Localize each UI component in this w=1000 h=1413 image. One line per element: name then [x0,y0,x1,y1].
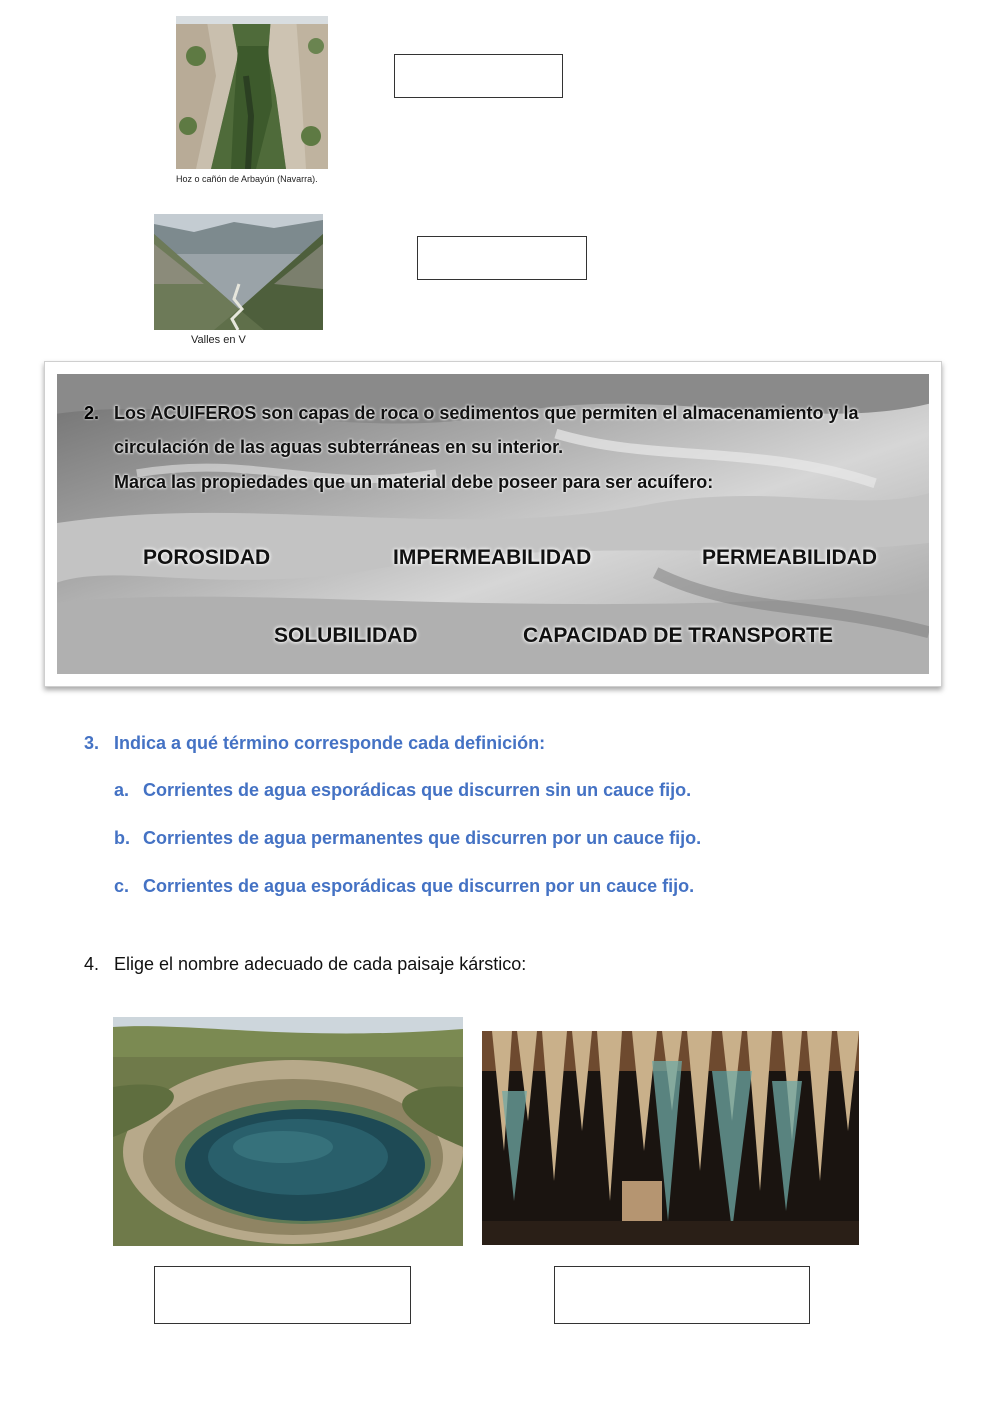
question-2-line-1: Los ACUIFEROS son capas de roca o sedimentos que permiten el almacenamiento y la [114,403,859,423]
option-capacidad-de-transporte[interactable]: CAPACIDAD DE TRANSPORTE [523,624,833,647]
canyon-caption: Hoz o cañón de Arbayún (Navarra). [176,174,318,184]
canyon-answer-box[interactable] [394,54,563,98]
question-4-title: Elige el nombre adecuado de cada paisaje kárstico: [114,954,527,974]
option-impermeabilidad[interactable]: IMPERMEABILIDAD [393,546,592,569]
option-solubilidad[interactable]: SOLUBILIDAD [274,624,418,647]
question-2-number: 2. [84,403,100,423]
valley-caption: Valles en V [191,334,246,346]
question-2-line-3: Marca las propiedades que un material debe poseer para ser acuífero: [114,472,714,492]
sinkhole-answer-box[interactable] [154,1266,411,1324]
option-permeabilidad[interactable]: PERMEABILIDAD [702,546,878,569]
question-4-number: 4. [84,954,100,974]
question-3-number: 3. [84,733,100,753]
cave-answer-box[interactable] [554,1266,810,1324]
definition-c-letter: c. [114,876,130,896]
sinkhole-photo [113,1017,463,1246]
question-3-title: Indica a qué término corresponde cada definición: [114,733,546,753]
definition-a-letter: a. [114,780,130,800]
definition-b-text: Corrientes de agua permanentes que discurren por un cauce fijo. [143,828,702,848]
valley-photo [154,214,323,330]
question-2-line-2: circulación de las aguas subterráneas en su interior. [114,437,564,457]
option-porosidad[interactable]: POROSIDAD [143,546,271,569]
definition-a-text: Corrientes de agua esporádicas que discurren sin un cauce fijo. [143,780,692,800]
valley-answer-box[interactable] [417,236,587,280]
canyon-photo [176,16,328,169]
definition-b-letter: b. [114,828,130,848]
cave-photo [482,1031,859,1245]
definition-c-text: Corrientes de agua esporádicas que discurren por un cauce fijo. [143,876,695,896]
